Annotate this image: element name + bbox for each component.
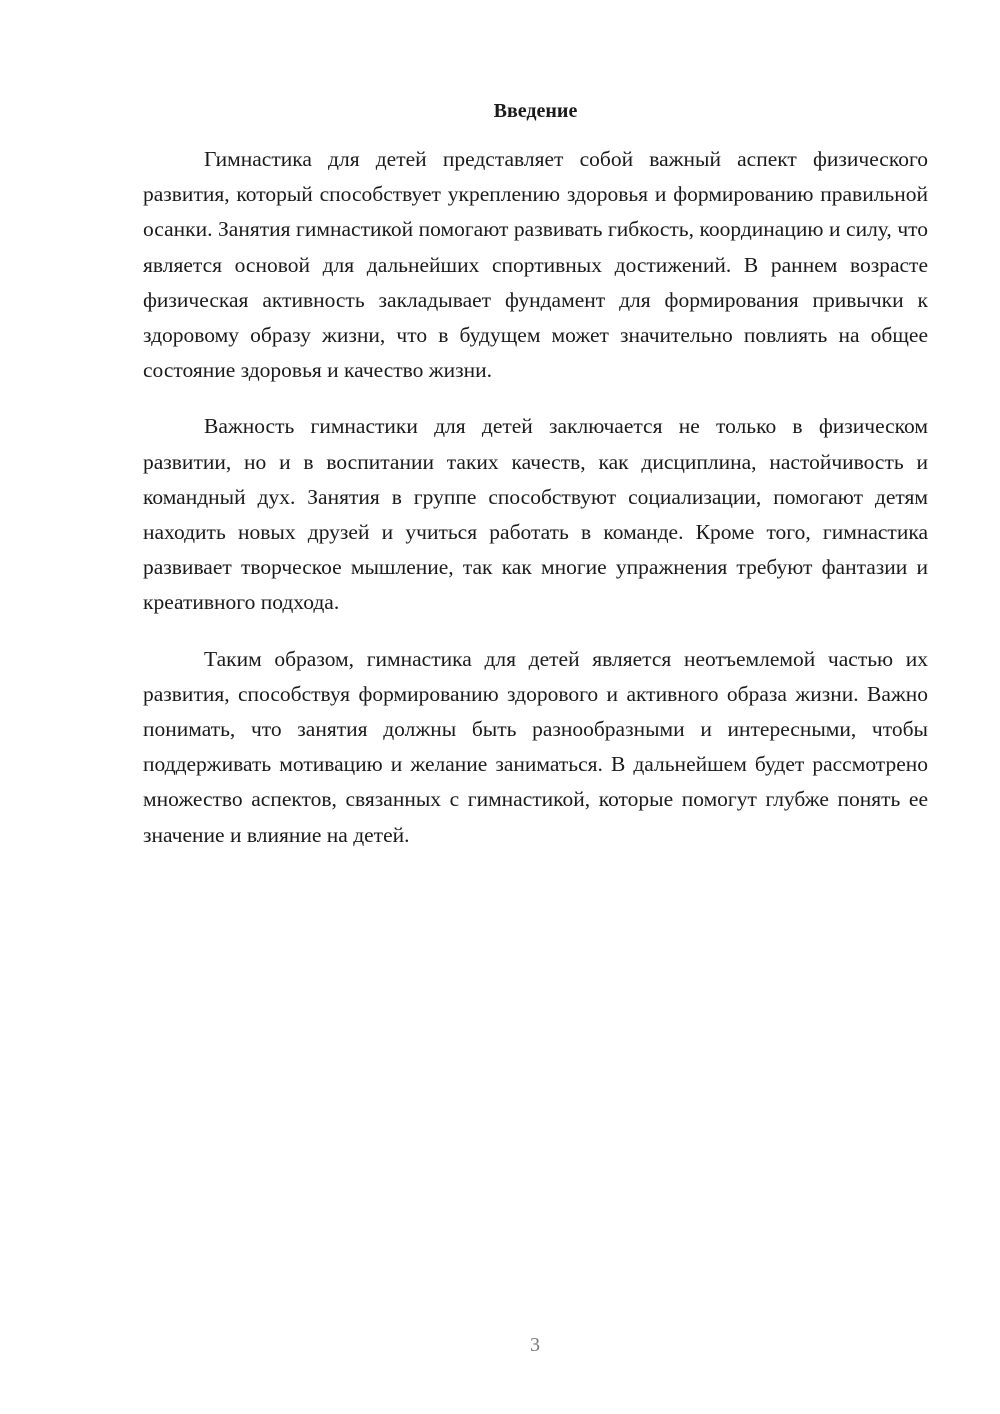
page-number: 3: [530, 1334, 540, 1356]
paragraph-3: Таким образом, гимнастика для детей является неотъемлемой частью их развития, способствуя формированию здорового и активного образа жизни. Важно понимать, что занятия должны быть разнообразными и интересными, чтобы поддерживать мотивацию и желание заниматься. В дальнейшем будет рассмотрено множество аспектов, связанных с гимнастикой, которые помогут глубже понять ее значение и влияние на детей.: [143, 646, 928, 847]
paragraph-1: Гимнастика для детей представляет собой важный аспект физического развития, который способствует укреплению здоровья и формированию правильной осанки. Занятия гимнастикой помогают развивать гибкость, координацию и силу, что является основой для дальнейших спортивных достижений. В раннем возрасте физическая активность закладывает фундамент для формирования привычки к здоровому образу жизни, что в будущем может значительно повлиять на общее состояние здоровья и качество жизни.: [143, 147, 928, 383]
section-title: Введение: [493, 100, 578, 122]
paragraph-2: Важность гимнастики для детей заключается не только в физическом развитии, но и в воспитании таких качеств, как дисциплина, настойчивость и командный дух. Занятия в группе способствуют социализации, помогают детям находить новых друзей и учиться работать в команде. Кроме того, гимнастика развивает творческое мышление, так как многие упражнения требуют фантазии и креативного подхода.: [143, 414, 928, 615]
page-content: [143, 96, 928, 874]
